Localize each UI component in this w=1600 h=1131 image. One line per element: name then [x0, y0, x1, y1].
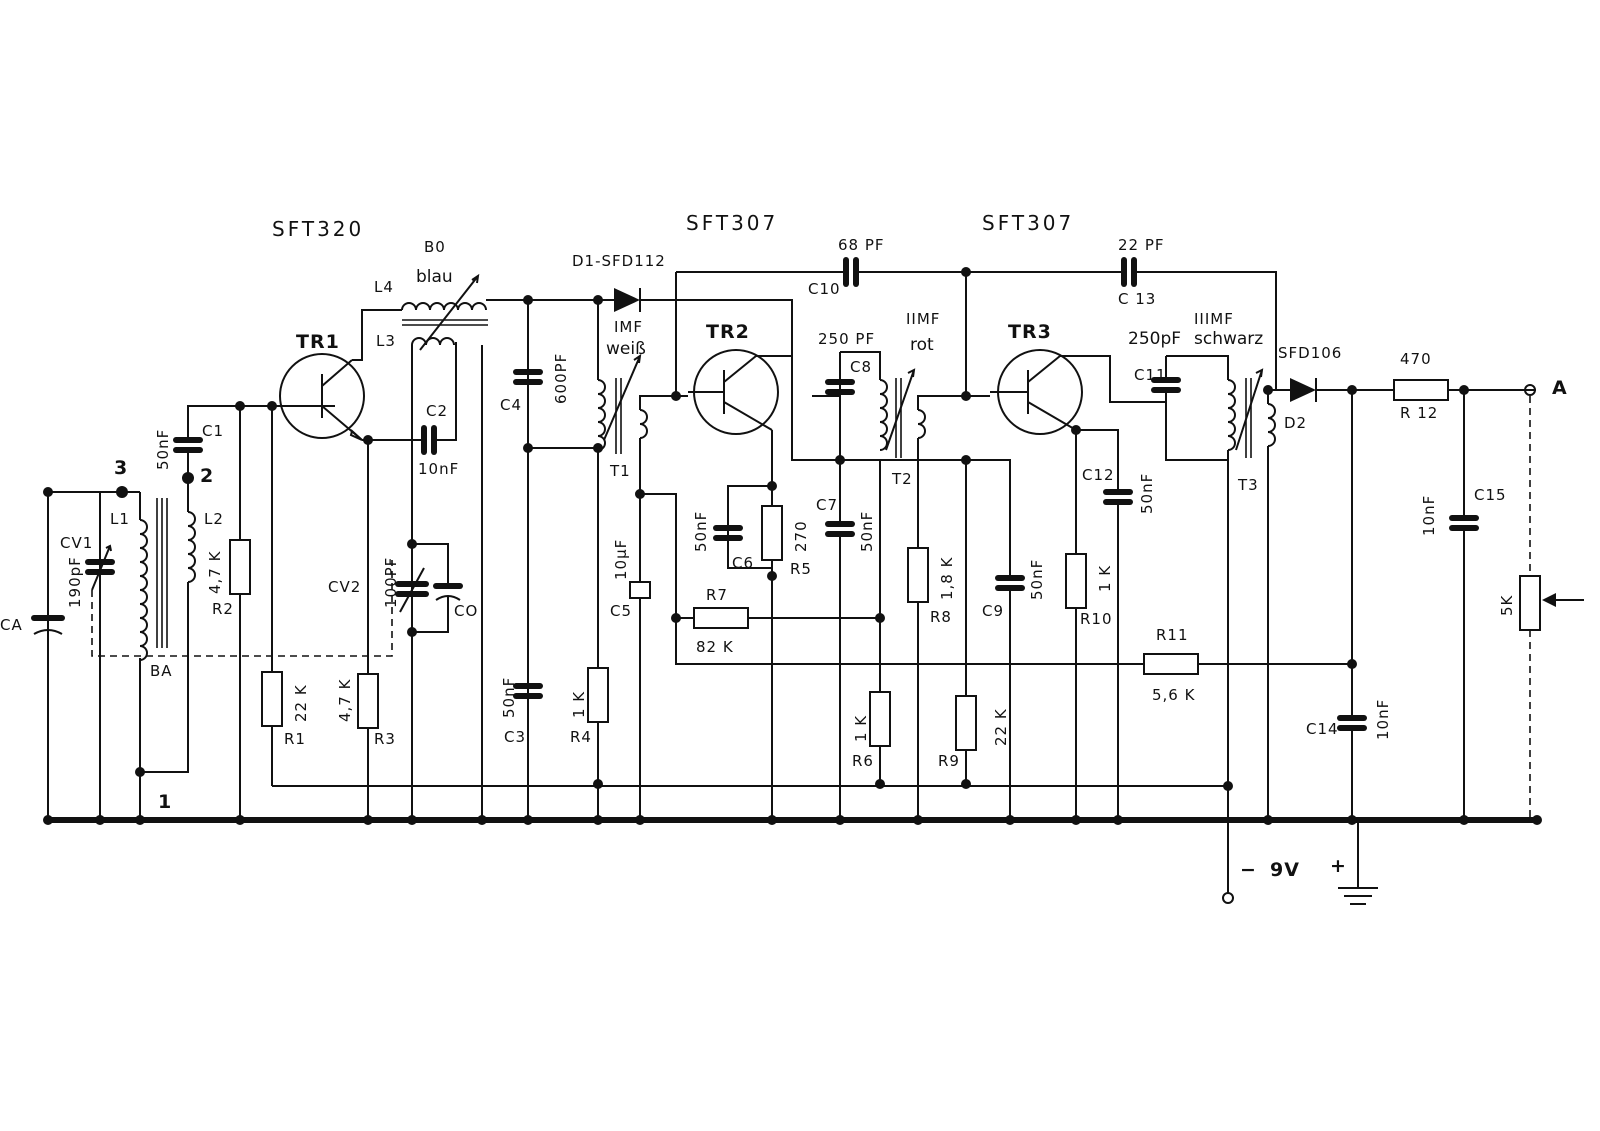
r4-value: 1 K: [570, 690, 588, 718]
node-3-label: 3: [114, 457, 129, 479]
if3-label: IIIMF: [1194, 310, 1234, 328]
c9-label: C9: [982, 602, 1005, 620]
r10-label: R10: [1080, 610, 1113, 628]
c1-label: C1: [202, 422, 225, 440]
c6-label: C6: [732, 554, 755, 572]
bo-color-label: blau: [416, 267, 453, 287]
tr3-label: TR3: [1008, 321, 1052, 343]
tr3-stage: [272, 350, 1233, 825]
ca-label: CA: [0, 616, 23, 634]
if1-label: IMF: [614, 318, 643, 336]
c5-value: 10µF: [612, 538, 630, 580]
c1-value: 50nF: [154, 428, 172, 470]
r9-label: R9: [938, 752, 960, 770]
c2-label: C2: [426, 402, 449, 420]
c15-value: 10nF: [1420, 494, 1438, 536]
c11-label: C11: [1134, 366, 1167, 384]
if2-color-label: rot: [910, 335, 934, 355]
c3-value: 50nF: [500, 676, 518, 718]
r1-value: 22 K: [292, 684, 310, 722]
c14-value: 10nF: [1374, 698, 1392, 740]
r11-value: 5,6 K: [1152, 686, 1196, 704]
r6-value: 1 K: [852, 714, 870, 742]
c12-label: C12: [1082, 466, 1115, 484]
r10-value: 1 K: [1096, 564, 1114, 592]
c14-label: C14: [1306, 720, 1339, 738]
r12-label: R 12: [1400, 404, 1439, 422]
d1-label: D1-SFD112: [572, 252, 666, 270]
tr1-label: TR1: [296, 331, 340, 353]
c3-label: C3: [504, 728, 527, 746]
c2-value: 10nF: [418, 460, 460, 478]
r7-label: R7: [706, 586, 728, 604]
tr1-type-label: SFT320: [272, 217, 365, 241]
c12-value: 50nF: [1138, 472, 1156, 514]
r2-label: R2: [212, 600, 234, 618]
r8-value: 1,8 K: [938, 556, 956, 600]
ba-label: BA: [150, 662, 173, 680]
output-label: A: [1552, 377, 1568, 399]
r12-value: 470: [1400, 350, 1432, 368]
d2-label: D2: [1284, 414, 1308, 432]
c6-value: 50nF: [692, 510, 710, 552]
r7-value: 82 K: [696, 638, 734, 656]
if3-color-label: schwarz: [1194, 329, 1264, 349]
supply-minus: −: [1240, 859, 1257, 881]
d2-type-label: SFD106: [1278, 344, 1343, 362]
t3-label: T3: [1238, 476, 1259, 494]
tr2-label: TR2: [706, 321, 750, 343]
c5-label: C5: [610, 602, 633, 620]
c4-value: 600PF: [552, 352, 570, 404]
r2-value: 4,7 K: [206, 550, 224, 594]
c9-value: 50nF: [1028, 558, 1046, 600]
t2-label: T2: [892, 470, 913, 488]
pot-value: 5K: [1498, 594, 1516, 616]
c13-value: 22 PF: [1118, 236, 1165, 254]
r6-label: R6: [852, 752, 874, 770]
c8-value: 250 PF: [818, 330, 876, 348]
l4-label: L4: [374, 278, 394, 296]
bo-label: B0: [424, 238, 446, 256]
r8-label: R8: [930, 608, 952, 626]
c10-label: C10: [808, 280, 841, 298]
co-label: CO: [454, 602, 479, 620]
node-1-label: 1: [158, 791, 173, 813]
cv2-value: 100PF: [382, 556, 400, 608]
l2-label: L2: [204, 510, 224, 528]
l2-coil: [188, 512, 195, 582]
r11-label: R11: [1156, 626, 1189, 644]
l1-label: L1: [110, 510, 130, 528]
c7-value: 50nF: [858, 510, 876, 552]
r3-label: R3: [374, 730, 396, 748]
r9-value: 22 K: [992, 708, 1010, 746]
cv1-value: 190pF: [66, 556, 84, 608]
r3-value: 4,7 K: [336, 678, 354, 722]
c7-label: C7: [816, 496, 839, 514]
c15-label: C15: [1474, 486, 1507, 504]
r1-label: R1: [284, 730, 306, 748]
supply-plus: +: [1330, 855, 1347, 877]
tr2-type-label: SFT307: [686, 211, 779, 235]
if1-color-label: weiß: [606, 339, 646, 359]
t1-label: T1: [610, 462, 631, 480]
if2-stage: [812, 352, 1022, 825]
node-2-label: 2: [200, 465, 215, 487]
tr3-type-label: SFT307: [982, 211, 1075, 235]
supply-voltage: 9V: [1270, 859, 1300, 881]
c4-label: C4: [500, 396, 523, 414]
c10-value: 68 PF: [838, 236, 885, 254]
cv2-label: CV2: [328, 578, 362, 596]
r5-value: 270: [792, 520, 810, 552]
r5-label: R5: [790, 560, 812, 578]
l1-coil: [140, 520, 147, 660]
cv1-label: CV1: [60, 534, 94, 552]
l3-label: L3: [376, 332, 396, 350]
if2-label: IIMF: [906, 310, 941, 328]
c8-label: C8: [850, 358, 873, 376]
c13-label: C 13: [1118, 290, 1157, 308]
c11-value: 250pF: [1128, 329, 1182, 349]
r4-label: R4: [570, 728, 592, 746]
